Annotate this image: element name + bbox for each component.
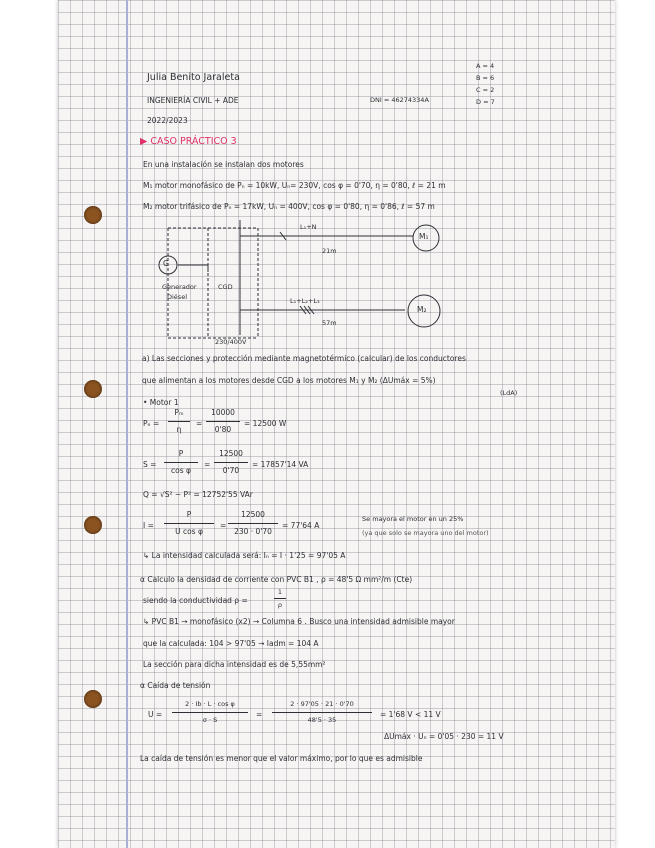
- density-line-4: que la calculada: 104 > 97'05 → Iadm = 104 A: [143, 639, 319, 648]
- pe-fraction-bar-1: [168, 421, 190, 422]
- line-1-label: L₁+N: [300, 223, 317, 231]
- pe-result: = 12500 W: [244, 419, 287, 428]
- i-note-line-1: Se mayora el motor en un 25%: [362, 515, 464, 523]
- i-equals: =: [220, 521, 227, 530]
- s-den-1: cos φ: [171, 466, 191, 475]
- s-fraction-bar-2: [214, 462, 248, 463]
- u-fraction-bar-2: [272, 712, 372, 713]
- pe-num-1: Pₘ: [174, 408, 184, 417]
- max-voltage-drop-line: ΔUmáx · Uₙ = 0'05 · 230 = 11 V: [384, 732, 504, 741]
- ib-line: ↳ La intensidad calculada será: Iₙ = I · 1'25 = 97'05 A: [143, 551, 346, 560]
- author-name: Julia Benito Jaraleta: [147, 72, 240, 83]
- section-title: ▶ CASO PRÁCTICO 3: [140, 136, 237, 147]
- voltage-label: 230/400V: [215, 338, 247, 346]
- i-num-2: 12500: [241, 510, 265, 519]
- conductivity-fraction-bar: [274, 598, 286, 599]
- code-value-a: A = 4: [476, 62, 495, 70]
- pe-den-1: η: [176, 425, 182, 434]
- s-lhs: S =: [143, 460, 157, 469]
- density-line-5: La sección para dicha intensidad es de 5,55mm²: [143, 660, 326, 669]
- pe-fraction-bar-2: [206, 421, 240, 422]
- dni-value: DNI = 46274334A: [370, 96, 429, 104]
- s-fraction-bar-1: [164, 462, 198, 463]
- motor-1-heading: • Motor 1: [143, 398, 179, 407]
- u-num-2: 2 · 97'05 · 21 · 0'70: [290, 700, 354, 708]
- q-equation: Q = √S² − P² = 12752'55 VAr: [143, 490, 253, 499]
- pe-den-2: 0'80: [214, 425, 232, 434]
- i-den-1: U cos φ: [175, 527, 203, 536]
- i-fraction-bar-1: [164, 523, 214, 524]
- conductivity-num: 1: [277, 588, 283, 596]
- motor-2-symbol: M₂: [417, 305, 427, 314]
- code-value-b: B = 6: [476, 74, 495, 82]
- line-2-label: L₁+L₂+L₃: [290, 297, 320, 305]
- intro-line-motor-2: M₂ motor trifásico de Pₙ = 17kW, Uₙ = 400V, cos φ = 0'80, η = 0'86, ℓ = 57 m: [143, 202, 435, 211]
- u-lhs: U =: [148, 710, 163, 719]
- motor-1-symbol: M₁: [419, 232, 429, 241]
- intro-line-motor-1: M₁ motor monofásico de Pₙ = 10kW, Uₙ= 230V, cos φ = 0'70, η = 0'80, ℓ = 21 m: [143, 181, 446, 190]
- voltage-drop-heading: α Caída de tensión: [140, 681, 211, 690]
- pe-num-2: 10000: [211, 408, 235, 417]
- u-num-1: 2 · Ib · L · cos φ: [185, 700, 235, 708]
- i-note-line-2: (ya que solo se mayora uno del motor): [362, 529, 489, 537]
- cgd-label: CGD: [218, 283, 233, 291]
- density-line-1: α Calculo la densidad de corriente con PVC B1 , ρ = 48'5 Ω mm²/m (Cte): [140, 575, 413, 584]
- conclusion-line: La caída de tensión es menor que el valor máximo, por lo que es admisible: [140, 754, 423, 763]
- i-fraction-bar-2: [228, 523, 278, 524]
- generator-label-line-1: Generador: [162, 283, 197, 291]
- code-value-d: D = 7: [476, 98, 495, 106]
- s-equals: =: [204, 460, 211, 469]
- line-1-length: 21m: [322, 247, 337, 255]
- density-line-3: ↳ PVC B1 → monofásico (x2) → Columna 6 . Busco una intensidad admisible mayor: [143, 617, 455, 626]
- question-a-line-1: a) Las secciones y protección mediante magnetotérmico (calcular) de los conductores: [142, 354, 466, 363]
- question-a-line-2: que alimentan a los motores desde CGD a los motores M₁ y M₂ (ΔUmáx = 5%): [142, 376, 436, 385]
- conductivity-den: ρ: [277, 601, 283, 609]
- u-equals: =: [256, 710, 263, 719]
- pe-lhs: Pₑ =: [143, 419, 160, 428]
- i-den-2: 230 · 0'70: [234, 527, 272, 536]
- u-result: = 1'68 V < 11 V: [380, 710, 441, 719]
- s-num-1: P: [178, 449, 184, 458]
- u-fraction-bar-1: [172, 712, 248, 713]
- u-den-1: σ · S: [202, 716, 218, 724]
- academic-year: 2022/2023: [147, 116, 188, 125]
- line-2-length: 57m: [322, 319, 337, 327]
- u-den-2: 48'5 · 35: [307, 716, 337, 724]
- pe-equals: =: [196, 419, 203, 428]
- s-den-2: 0'70: [222, 466, 240, 475]
- density-line-2: siendo la conductividad ρ =: [143, 596, 248, 605]
- i-num-1: P: [186, 510, 192, 519]
- s-num-2: 12500: [219, 449, 243, 458]
- generator-label-line-2: Diésel: [167, 293, 188, 301]
- i-result: = 77'64 A: [282, 521, 320, 530]
- degree-name: INGENIERÍA CIVIL + ADE: [147, 96, 239, 105]
- s-result: = 17857'14 VA: [252, 460, 309, 469]
- i-lhs: I =: [143, 521, 154, 530]
- intro-line-1: En una instalación se instalan dos motores: [143, 160, 304, 169]
- question-a-note: (LdA): [500, 389, 518, 397]
- generator-symbol: G: [163, 259, 169, 268]
- code-value-c: C = 2: [476, 86, 495, 94]
